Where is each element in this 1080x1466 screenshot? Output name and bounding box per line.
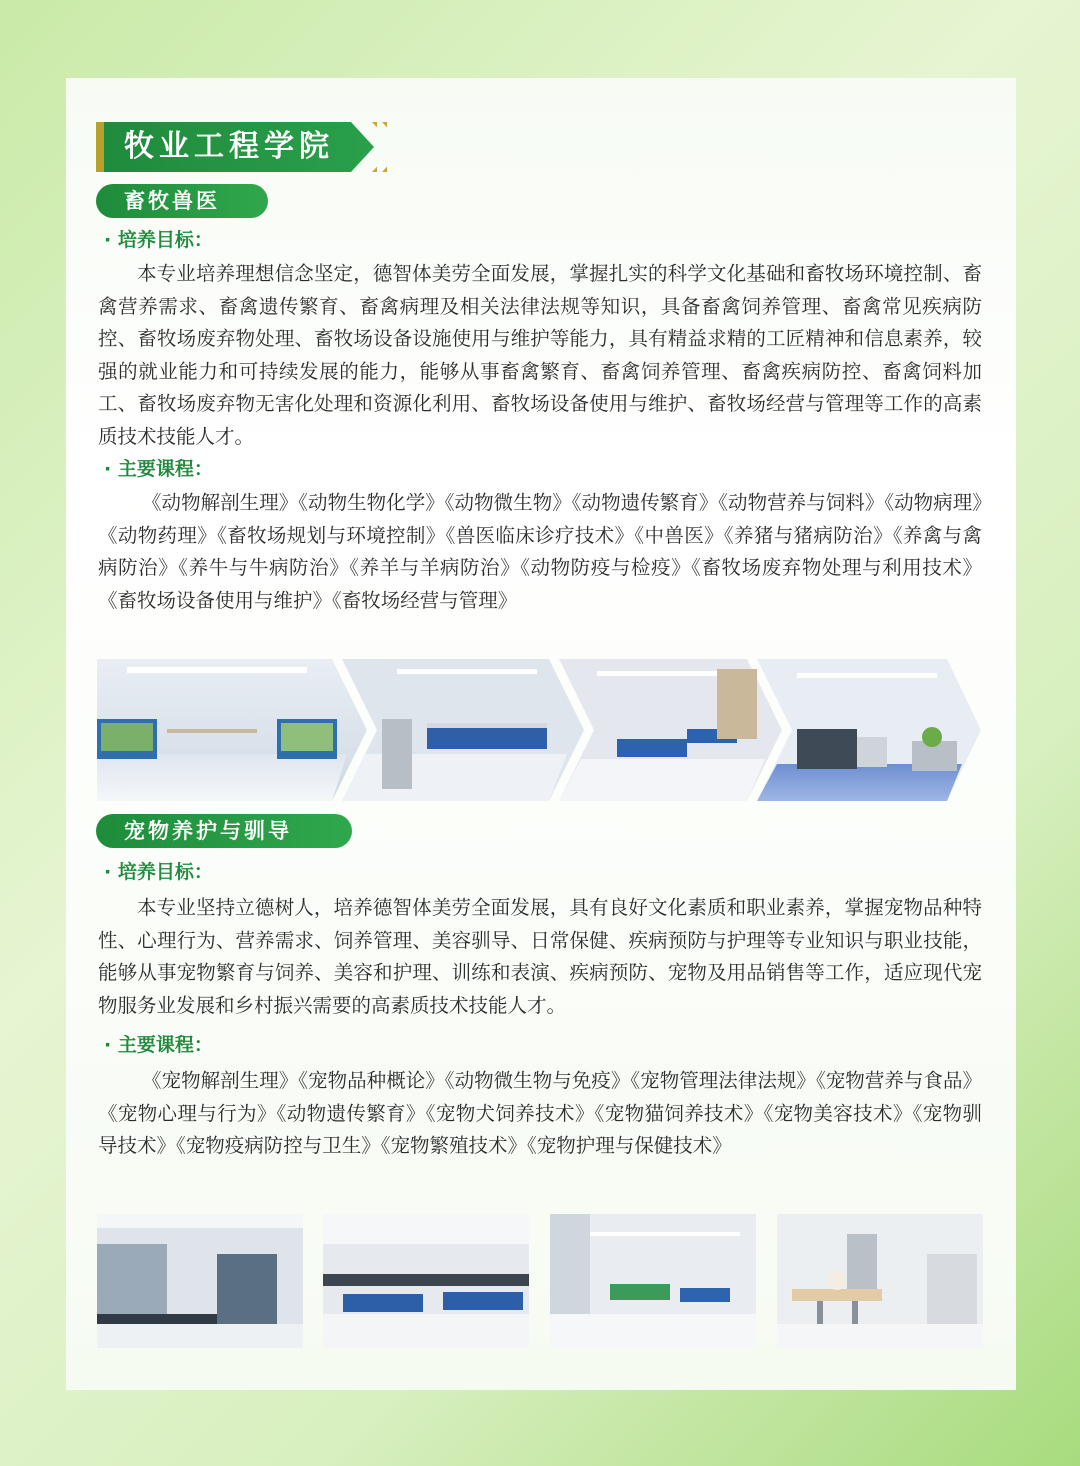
lab-photo-3	[559, 659, 782, 801]
college-banner	[96, 122, 406, 172]
pet-lab-photo-4	[777, 1214, 983, 1348]
major1-goal-text: 本专业培养理想信念坚定，德智体美劳全面发展，掌握扎实的科学文化基础和畜牧场环境控制、畜禽营养需求、畜禽遗传繁育、畜禽病理及相关法律法规等知识，具备畜禽饲养管理、畜禽常见疾病防控、畜牧场废弃物处理、畜牧场设备设施使用与维护等能力，具有精益求精的工匠精神和信息素养，较强的就业能力和可持续发展的能力，能够从事畜禽繁育、畜禽饲养管理、畜禽疾病防控、畜禽饲料加工、畜牧场废弃物无害化处理和资源化利用、畜牧场设备使用与维护、畜牧场经营与管理等工作的高素质技术技能人才。	[98, 262, 982, 448]
lab-photo-1	[97, 659, 367, 801]
pet-lab-photo-1-art	[97, 1214, 303, 1348]
major2-courses-text: 《宠物解剖生理》《宠物品种概论》《动物微生物与免疫》《宠物管理法律法规》《宠物营养与食品》《宠物心理与行为》《动物遗传繁育》《宠物犬饲养技术》《宠物猫饲养技术》《宠物美容技术》《宠物驯导技术》《宠物疫病防控与卫生》《宠物繁殖技术》《宠物护理与保健技术》	[98, 1069, 982, 1157]
major2-title: 宠物养护与驯导	[96, 814, 352, 848]
major1-course-label: 主要课程：	[117, 458, 213, 480]
lab-photo-strip	[97, 659, 981, 801]
major2-goal-label: 培养目标：	[117, 861, 213, 883]
pet-lab-photo-4-art	[777, 1214, 983, 1348]
pet-lab-photo-3-art	[550, 1214, 756, 1348]
college-title: 牧业工程学院	[124, 129, 334, 164]
pet-lab-photo-3	[550, 1214, 756, 1348]
banner-left-bar	[96, 122, 104, 172]
major1-course-heading: · 主要课程：	[104, 458, 213, 480]
lab-photo-strip-art	[97, 659, 981, 801]
pet-lab-photo-2	[323, 1214, 529, 1348]
pet-lab-photo-1	[97, 1214, 303, 1348]
major1-title: 畜牧兽医	[96, 184, 268, 218]
major2-course-heading: · 主要课程：	[104, 1034, 213, 1056]
banner-stripe	[382, 122, 387, 172]
lab-photo-4	[757, 659, 981, 801]
major2-goal-heading: · 培养目标：	[104, 861, 213, 883]
major2-course-label: 主要课程：	[117, 1034, 213, 1056]
major2-goal-text: 本专业坚持立德树人，培养德智体美劳全面发展，具有良好文化素质和职业素养，掌握宠物品种特性、心理行为、营养需求、饲养管理、美容驯导、日常保健、疾病预防与护理等专业知识与职业技能，能够从事宠物繁育与饲养、美容和护理、训练和表演、疾病预防、宠物及用品销售等工作，适应现代宠物服务业发展和乡村振兴需要的高素质技术技能人才。	[98, 896, 982, 1017]
lab-photo-2	[342, 659, 584, 801]
major1-goal-label: 培养目标：	[117, 229, 213, 251]
pet-lab-photo-2-art	[323, 1214, 529, 1348]
major1-goal-heading: · 培养目标：	[104, 229, 213, 251]
major1-courses-text: 《动物解剖生理》《动物生物化学》《动物微生物》《动物遗传繁育》《动物营养与饲料》《动物病理》《动物药理》《畜牧场规划与环境控制》《兽医临床诊疗技术》《中兽医》《养猪与猪病防治》《养禽与禽病防治》《养牛与牛病防治》《养羊与羊病防治》《动物防疫与检疫》《畜牧场废弃物处理与利用技术》《畜牧场设备使用与维护》《畜牧场经营与管理》	[98, 491, 982, 612]
